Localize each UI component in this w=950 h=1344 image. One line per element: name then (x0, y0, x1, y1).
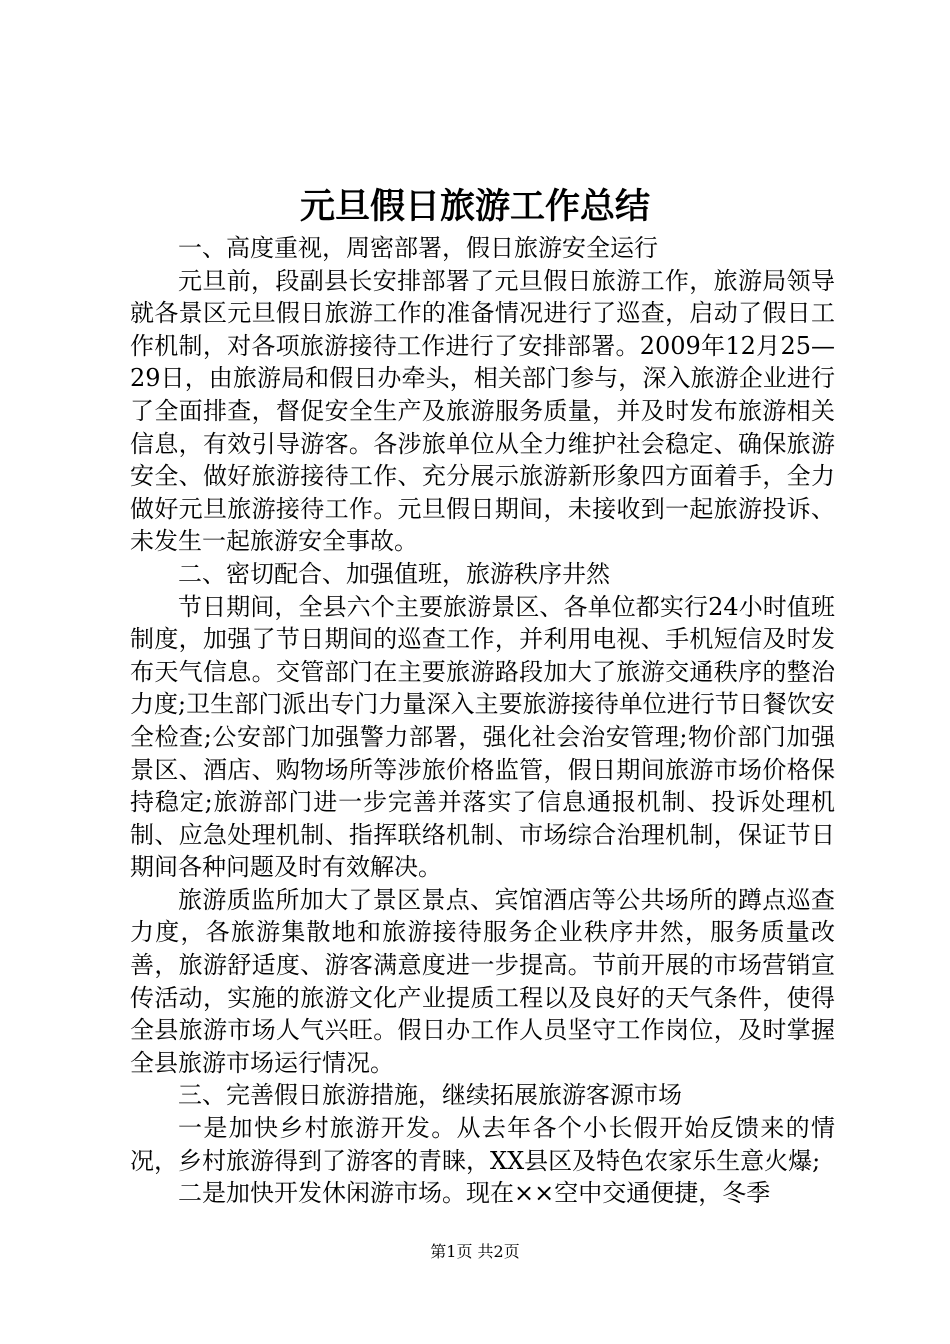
paragraph-5: 二是加快开发休闲游市场。现在××空中交通便捷，冬季 (178, 1179, 771, 1208)
document-body (130, 232, 835, 1210)
document-title: 元旦假日旅游工作总结 (299, 186, 650, 227)
paragraph-1: 元旦前，段副县长安排部署了元旦假日旅游工作，旅游局领导就各景区元旦假日旅游工作的准备情况进行了巡查，启动了假日工作机制，对各项旅游接待工作进行了安排部署。2009年12月25—29日，由旅游局和假日办牵头，相关部门参与，深入旅游企业进行了全面排查，督促安全生产及旅游服务质量，并及时发布旅游相关信息，有效引导游客。各涉旅单位从全力维护社会稳定、确保旅游安全、做好旅游接待工作、充分展示旅游新形象四方面着手，全力做好元旦旅游接待工作。元旦假日期间，未接收到一起旅游投诉、未发生一起旅游安全事故。 (130, 266, 835, 556)
paragraph-2: 节日期间，全县六个主要旅游景区、各单位都实行24小时值班制度，加强了节日期间的巡查工作，并利用电视、手机短信及时发布天气信息。交管部门在主要旅游路段加大了旅游交通秩序的整治力度;卫生部门派出专门力量深入主要旅游接待单位进行节日餐饮安全检查;公安部门加强警力部署，强化社会治安管理;物价部门加强景区、酒店、购物场所等涉旅价格监管，假日期间旅游市场价格保持稳定;旅游部门进一步完善并落实了信息通报机制、投诉处理机制、应急处理机制、指挥联络机制、市场综合治理机制，保证节日期间各种问题及时有效解决。 (130, 592, 835, 882)
page-footer: 第1页 共2页 (430, 1242, 520, 1261)
section-heading-1: 一、高度重视，周密部署，假日旅游安全运行 (178, 234, 658, 262)
paragraph-4: 一是加快乡村旅游开发。从去年各个小长假开始反馈来的情况，乡村旅游得到了游客的青睐，XX县区及特色农家乐生意火爆; (130, 1114, 835, 1175)
paragraph-3: 旅游质监所加大了景区景点、宾馆酒店等公共场所的蹲点巡查力度，各旅游集散地和旅游接待服务企业秩序井然，服务质量改善，旅游舒适度、游客满意度进一步提高。节前开展的市场营销宣传活动，实施的旅游文化产业提质工程以及良好的天气条件，使得全县旅游市场人气兴旺。假日办工作人员坚守工作岗位，及时掌握全县旅游市场运行情况。 (130, 885, 835, 1077)
section-heading-3: 三、完善假日旅游措施，继续拓展旅游客源市场 (178, 1081, 682, 1110)
section-heading-2: 二、密切配合、加强值班，旅游秩序井然 (178, 559, 610, 588)
